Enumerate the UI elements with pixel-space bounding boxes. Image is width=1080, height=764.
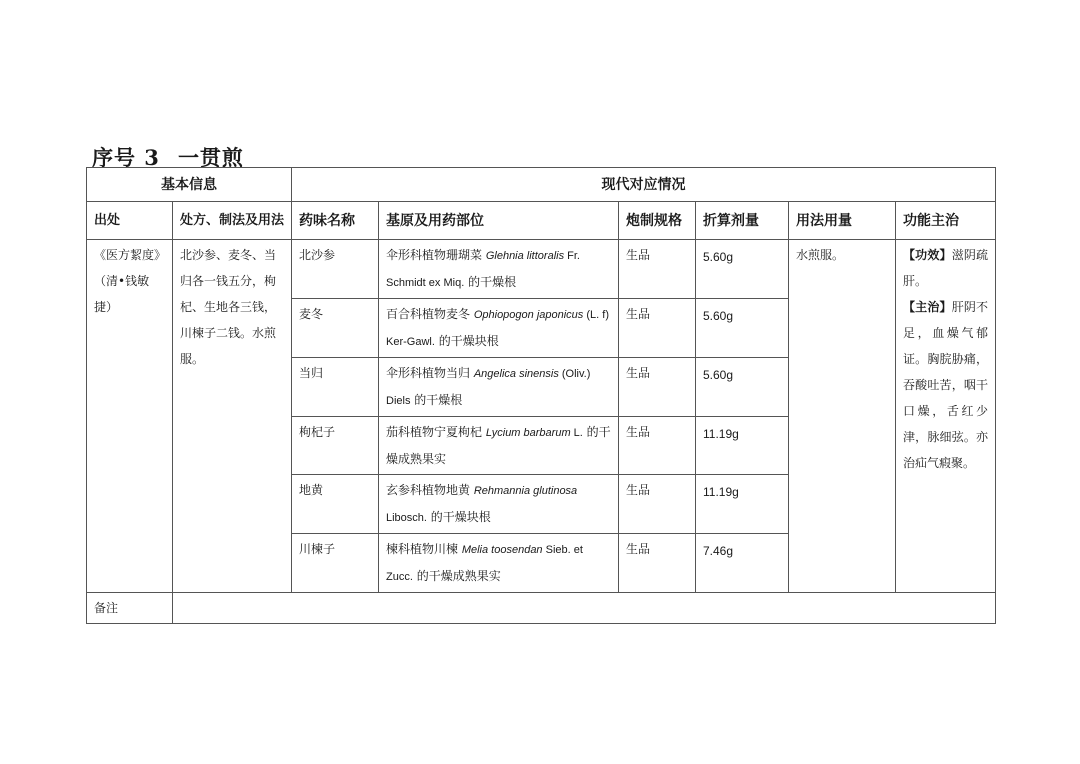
function-cell bbox=[896, 240, 996, 593]
header-dose: 折算剂量 bbox=[696, 202, 789, 240]
herb-dose: 5.60g bbox=[696, 358, 789, 417]
header-source: 出处 bbox=[87, 202, 173, 240]
herb-processing: 生品 bbox=[619, 299, 696, 358]
herb-dose: 5.60g bbox=[696, 240, 789, 299]
header-origin: 基原及用药部位 bbox=[379, 202, 619, 240]
herb-name: 北沙参 bbox=[292, 240, 379, 299]
herb-processing: 生品 bbox=[619, 240, 696, 299]
herb-origin: 楝科植物川楝 Melia toosendan Sieb. et Zucc. 的干燥成熟果实 bbox=[379, 534, 619, 593]
remark-cell bbox=[173, 593, 996, 624]
herb-dose: 7.46g bbox=[696, 534, 789, 593]
source-cell: 《医方絜度》（清•钱敏捷） bbox=[87, 240, 173, 593]
herb-name: 枸杞子 bbox=[292, 417, 379, 475]
herb-dose: 11.19g bbox=[696, 475, 789, 534]
formula-table bbox=[86, 167, 996, 624]
header-prescription: 处方、制法及用法 bbox=[173, 202, 292, 240]
herb-processing: 生品 bbox=[619, 534, 696, 593]
herb-processing: 生品 bbox=[619, 417, 696, 475]
herb-processing: 生品 bbox=[619, 358, 696, 417]
herb-origin: 伞形科植物珊瑚菜 Glehnia littoralis Fr. Schmidt ex Miq. 的干燥根 bbox=[379, 240, 619, 299]
header-usage: 用法用量 bbox=[789, 202, 896, 240]
header-processing: 炮制规格 bbox=[619, 202, 696, 240]
herb-origin: 玄参科植物地黄 Rehmannia glutinosa Libosch. 的干燥块根 bbox=[379, 475, 619, 534]
herb-name: 川楝子 bbox=[292, 534, 379, 593]
herb-dose: 11.19g bbox=[696, 417, 789, 475]
effect-label: 【功效】 bbox=[903, 248, 952, 262]
herb-processing: 生品 bbox=[619, 475, 696, 534]
formula-name: 一贯煎 bbox=[177, 145, 244, 170]
herb-name: 地黄 bbox=[292, 475, 379, 534]
herb-name: 麦冬 bbox=[292, 299, 379, 358]
formula-number: 序号 3 bbox=[92, 145, 160, 170]
prescription-cell: 北沙参、麦冬、当归各一钱五分，枸杞、生地各三钱，川楝子二钱。水煎服。 bbox=[173, 240, 292, 593]
herb-origin: 伞形科植物当归 Angelica sinensis (Oliv.) Diels 的干燥根 bbox=[379, 358, 619, 417]
herb-origin: 百合科植物麦冬 Ophiopogon japonicus (L. f) Ker-Gawl. 的干燥块根 bbox=[379, 299, 619, 358]
indication-label: 【主治】 bbox=[903, 300, 952, 314]
header-herb-name: 药味名称 bbox=[292, 202, 379, 240]
header-modern-info: 现代对应情况 bbox=[292, 168, 996, 202]
header-basic-info: 基本信息 bbox=[87, 168, 292, 202]
effect-text: 滋阴疏肝。 bbox=[903, 248, 989, 288]
remark-label: 备注 bbox=[87, 593, 173, 624]
herb-name: 当归 bbox=[292, 358, 379, 417]
indication-text: 肝阴不足，血燥气郁证。胸脘胁痛，吞酸吐苦，咽干口燥，舌红少津，脉细弦。亦治疝气瘕聚。 bbox=[903, 300, 989, 470]
header-function: 功能主治 bbox=[896, 202, 996, 240]
herb-origin: 茄科植物宁夏枸杞 Lycium barbarum L. 的干燥成熟果实 bbox=[379, 417, 619, 475]
usage-cell: 水煎服。 bbox=[789, 240, 896, 593]
herb-dose: 5.60g bbox=[696, 299, 789, 358]
